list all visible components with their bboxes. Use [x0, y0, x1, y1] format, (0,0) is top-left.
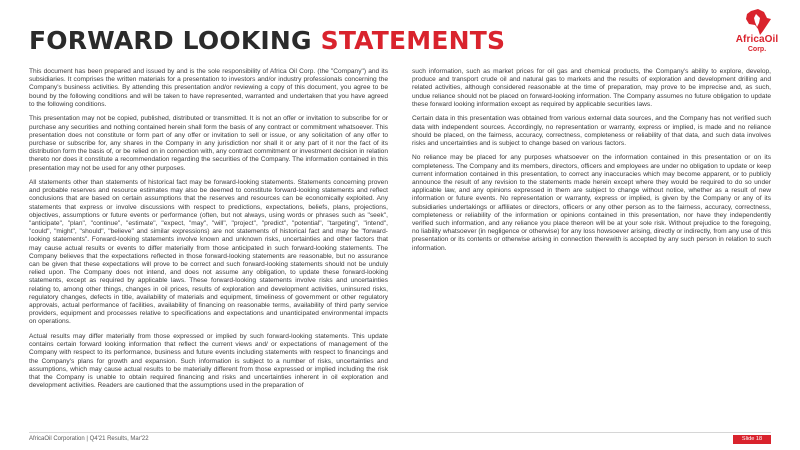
- paragraph-external-data: Certain data in this presentation was obtained from various external data sources, and the Company has not verified such data with independent sources. Accordingly, no representation or warranty, express or implied, is made and no reliance should be placed, on the fairness, accuracy, correctness, completeness or reliability of that data, and such data involves risks and uncertainties and is subject to change based on various factors.: [412, 115, 771, 147]
- logo-suffix: Corp.: [747, 46, 767, 53]
- paragraph-no-offer: This presentation may not be copied, published, distributed or transmitted. It is not an offer or invitation to subscribe for or purchase any securities and nothing contained herein shall form the basis of any contract or commitment whatsoever. This presentation does not constitute or form part of any offer or invitation to sell or issue, or any solicitation of any offer to purchase or subscribe for, any shares in the Company in any jurisdiction nor shall it or any part of it nor the fact of its distribution form the basis of, or be relied on in connection with, any contract commitment or investment decision in relation thereto nor does it constitute a recommendation regarding the securities of the Company. The information contained in this presentation may not be used for any other purposes.: [29, 115, 388, 172]
- page-title: [29, 26, 505, 56]
- slide-number-badge: Slide 18: [733, 435, 771, 444]
- footer-divider: [29, 432, 771, 433]
- title-accent: STATEMENTS: [320, 26, 506, 55]
- paragraph-actual-results: Actual results may differ materially from those expressed or implied by such forward-looking statements. This update contains certain forward looking information that reflect the current views and/ or expectations of management of the Company with respect to its performance, business and future events including statements with respect to financings and the Company's plans for growth and expansion. Such information is subject to a number of risks, uncertainties and assumptions, which may cause actual results to be materially different from those expressed or implied including the risk that the Company is unable to obtain required financing and risks and uncertainties inherent in oil exploration and development activities. Readers are cautioned that the assumptions used in the preparation of: [29, 332, 388, 390]
- paragraph-assumptions: such information, such as market prices for oil gas and chemical products, the Company's ability to explore, develop, produce and transport crude oil and natural gas to markets and the results of exploration and development drilling and related activities, although considered reasonable at the time of preparation, may prove to be imprecise and, as such, undue reliance should not be placed on forward-looking information. The Company assumes no future obligation to update these forward looking information except as required by applicable securities laws.: [412, 68, 771, 108]
- company-logo: [733, 8, 781, 63]
- footer-caption: AfricaOil Corporation | Q4'21 Results, Mar'22: [29, 436, 149, 442]
- paragraph-no-reliance: No reliance may be placed for any purposes whatsoever on the information contained in this presentation or on its completeness. The Company and its members, directors, officers and employees are under no obligation to update or keep current information contained in this presentation, to correct any inaccuracies which may become apparent, or to publicly announce the result of any revision to the statements made herein except where they would be required to do so under applicable law, and any opinions expressed in them are subject to change without notice, whether as a result of new information or future events. No representation or warranty, express or implied, is given by the Company or any of its subsidiaries undertakings or affiliates or directors, officers or any other person as to the fairness, accuracy, correctness, completeness or reliability of the information or opinions contained in this presentation, nor have they independently verified such information, and any reliance you place thereon will be at your sole risk. Without prejudice to the foregoing, no liability whatsoever (in negligence or otherwise) for any loss howsoever arising, directly or indirectly, from any use of this presentation or its contents or otherwise arising in connection therewith is accepted by any such person in relation to such information.: [412, 154, 771, 252]
- right-text-column: [412, 68, 771, 259]
- logo-wordmark: AfricaOil: [735, 34, 779, 45]
- paragraph-intro: This document has been prepared and issued by and is the sole responsibility of Africa Oil Corp. (the "Company") and its subsidiaries. It comprises the written materials for a presentation to investors and/or industry professionals concerning the Company's business activities. By attending this presentation and/or reviewing a copy of this document, you agree to be bound by the following conditions and will be taken to have represented, warranted and undertaken that you have agreed to the following conditions.: [29, 68, 388, 108]
- left-text-column: [29, 68, 388, 397]
- paragraph-forward-looking: All statements other than statements of historical fact may be forward-looking statements. Statements concerning proven and probable reserves and resource estimates may also be deemed to constitute forward-looking statements and reflect conclusions that are based on certain assumptions that the reserves and resources can be economically exploited. Any statements that express or involve discussions with respect to predictions, expectations, beliefs, plans, projections, objectives, assumptions or future events or performance (often, but not always, using words or phrases such as "seek", "anticipate", "plan", "continue", "estimate", "expect, "may", "will", "project", "predict", "potential", "targeting", "intend", "could", "might", "should", "believe" and similar expressions) are not statements of historical fact and may be "forward-looking statements". Forward-looking statements involve known and unknown risks, uncertainties and other factors that may cause actual results or events to differ materially from those anticipated in such forward-looking statements. The Company believes that the expectations reflected in those forward-looking statements are reasonable, but no assurance can be given that these expectations will prove to be correct and such forward-looking statements should not be unduly relied upon. The Company does not intend, and does not assume any obligation, to update these forward-looking statements, except as required by applicable laws. These forward-looking statements involve risks and uncertainties relating to, among other things, changes in oil prices, results of exploration and development activities, uninsured risks, regulatory changes, defects in title, availability of materials and equipment, timeliness of government or other regulatory approvals, actual performance of facilities, availability of financing on reasonable terms, availability of third party service providers, equipment and processes relative to specifications and expectations and unanticipated environmental impacts on operations.: [29, 179, 388, 326]
- title-main: FORWARD LOOKING: [29, 26, 321, 55]
